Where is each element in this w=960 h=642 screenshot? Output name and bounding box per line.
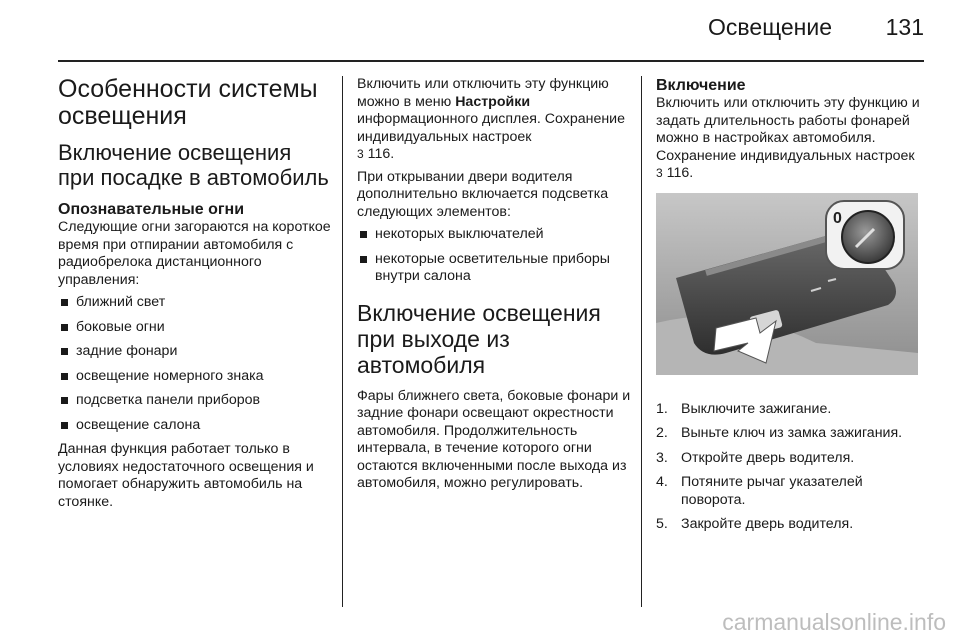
settings-paragraph: Включить или отключить эту функцию можно в меню Настройки информационного дисплея. Сохранение индивидуальных настроек 3 116. bbox=[357, 76, 625, 162]
page-reference-icon: 3 bbox=[656, 166, 663, 180]
column-1 bbox=[58, 76, 332, 516]
inset-label: 0 bbox=[833, 209, 842, 227]
list-item: 3. Откройте дверь водителя. bbox=[656, 449, 855, 466]
column-divider-1 bbox=[342, 76, 343, 607]
bullet-icon bbox=[61, 373, 68, 380]
page-reference-icon: 3 bbox=[357, 147, 364, 161]
procedure-steps bbox=[656, 401, 922, 534]
watermark: carmanualsonline.info bbox=[722, 609, 946, 635]
bullet-icon bbox=[61, 397, 68, 404]
turn-signal-lever-illustration bbox=[656, 193, 918, 375]
bullet-icon bbox=[61, 299, 68, 306]
bullet-icon bbox=[61, 348, 68, 355]
bullet-icon bbox=[61, 324, 68, 331]
activation-heading: Включение bbox=[656, 77, 746, 94]
closing-paragraph: Данная функция работает только в условиях недостаточного освещения и помогает обнаружить автомобиль на стоянке. bbox=[58, 441, 314, 510]
door-paragraph: При открывании двери водителя дополнительно включается подсветка следующих элементов: bbox=[357, 168, 609, 220]
intro-paragraph: Следующие огни загораются на короткое время при отпирании автомобиля с радиобрелока дистанционного управления: bbox=[58, 219, 331, 288]
list-item: ближний свет bbox=[58, 294, 332, 312]
list-item: некоторые осветительные приборы внутри салона bbox=[357, 251, 631, 286]
section-heading: Особенности системы освещения bbox=[58, 75, 318, 130]
topic-heading: Опознавательные огни bbox=[58, 201, 245, 218]
list-item: освещение салона bbox=[58, 417, 332, 435]
column-2 bbox=[357, 76, 631, 498]
subsection-heading: Включение освещения при посадке в автомобиль bbox=[58, 140, 329, 190]
list-item: освещение номерного знака bbox=[58, 368, 332, 386]
column-divider-2 bbox=[641, 76, 642, 607]
header-divider bbox=[58, 60, 924, 62]
settings-menu-name: Настройки bbox=[455, 93, 531, 110]
column-3 bbox=[656, 76, 922, 541]
list-item: боковые огни bbox=[58, 319, 332, 337]
list-item: 1. Выключите зажигание. bbox=[656, 400, 832, 417]
page-reference[interactable]: 116. bbox=[666, 165, 694, 181]
exit-lighting-heading: Включение освещения при выходе из автомобиля bbox=[357, 299, 601, 378]
lights-list bbox=[58, 294, 332, 434]
list-item: 2. Выньте ключ из замка зажигания. bbox=[656, 425, 903, 441]
list-item: некоторых выключателей bbox=[357, 226, 631, 244]
bullet-icon bbox=[360, 256, 367, 263]
running-header-title: Освещение bbox=[708, 14, 832, 40]
illumination-list bbox=[357, 226, 631, 286]
page-reference[interactable]: 116. bbox=[367, 146, 395, 162]
bullet-icon bbox=[360, 231, 367, 238]
bullet-icon bbox=[61, 422, 68, 429]
exit-lighting-paragraph: Фары ближнего света, боковые фонари и задние фонари освещают окрестности автомобиля. Продолжительность интервала, в течение которого огни остаются включенными после выхода из автомобиля, можно регулировать. bbox=[357, 387, 631, 491]
list-item: 5. Закройте дверь водителя. bbox=[656, 516, 854, 532]
list-item: задние фонари bbox=[58, 343, 332, 361]
activation-paragraph: Включить или отключить эту функцию и задать длительность работы фонарей можно в настройках автомобиля. Сохранение индивидуальных настроек 3 116. bbox=[656, 95, 920, 181]
list-item: подсветка панели приборов bbox=[58, 392, 332, 410]
lever-figure-svg bbox=[656, 193, 918, 375]
page-number: 131 bbox=[885, 14, 924, 40]
list-item: 4. Потяните рычаг указателей поворота. bbox=[656, 474, 863, 508]
